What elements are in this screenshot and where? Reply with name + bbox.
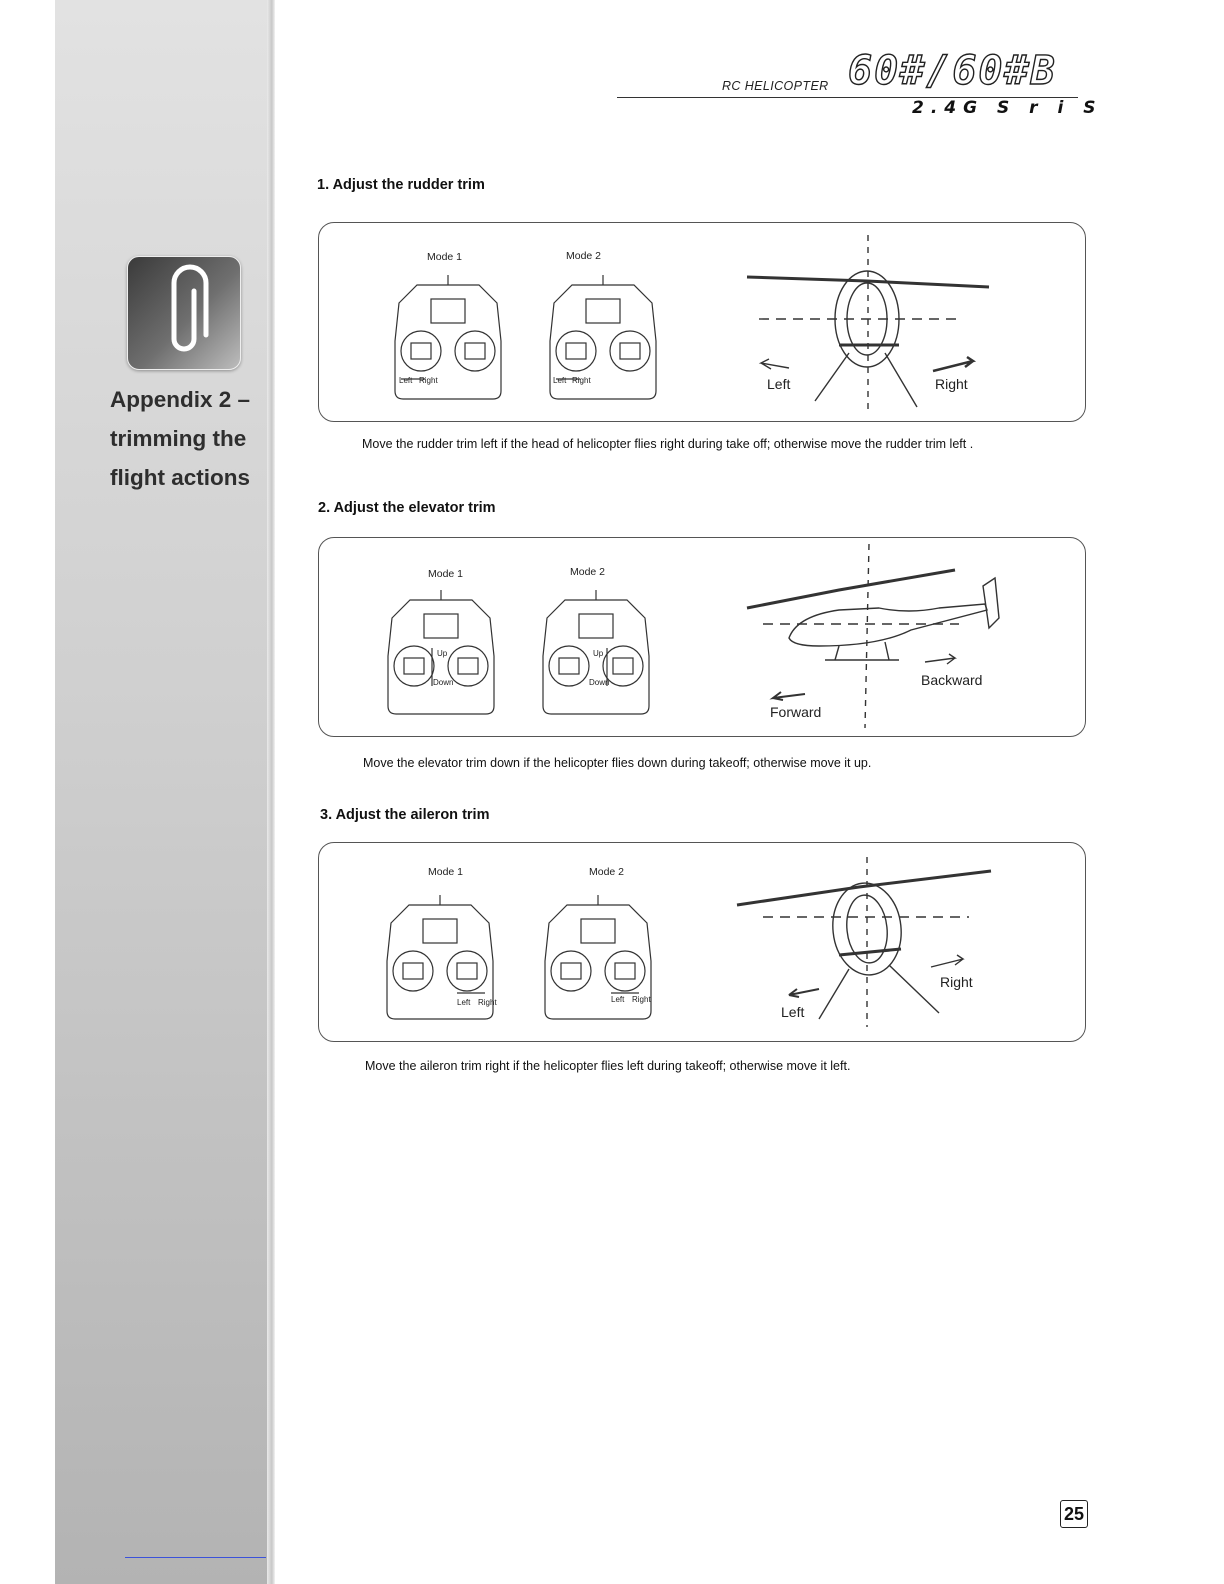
elevator-tx1-up: Up bbox=[437, 649, 448, 658]
sidebar-link-underline[interactable] bbox=[125, 1557, 266, 1558]
header-model-logo: 60#/60#B bbox=[848, 48, 1057, 94]
elevator-heli-backward: Backward bbox=[921, 672, 983, 688]
section-3-title: 3. Adjust the aileron trim bbox=[320, 807, 490, 823]
section-3-caption: Move the aileron trim right if the helicopter flies left during takeoff; otherwise move it left. bbox=[365, 1059, 851, 1073]
appendix-title-line-3: flight actions bbox=[110, 465, 250, 490]
rudder-tx1-left: Left bbox=[399, 376, 413, 385]
rudder-tx1-right: Right bbox=[419, 376, 438, 385]
elevator-mode2-label: Mode 2 bbox=[570, 566, 606, 578]
helicopter-side-view-icon bbox=[747, 544, 999, 728]
aileron-tx2-right: Right bbox=[632, 995, 651, 1004]
aileron-heli-left: Left bbox=[781, 1004, 805, 1020]
elevator-tx2-down: Down bbox=[589, 678, 610, 687]
rudder-heli-right: Right bbox=[935, 376, 968, 392]
aileron-mode2-label: Mode 2 bbox=[589, 866, 625, 878]
elevator-tx2-up: Up bbox=[593, 649, 604, 658]
appendix-title bbox=[110, 380, 270, 497]
aileron-tx2-left: Left bbox=[611, 995, 625, 1004]
section-2-caption: Move the elevator trim down if the helicopter flies down during takeoff; otherwise move it up. bbox=[363, 756, 872, 770]
section-2-title: 2. Adjust the elevator trim bbox=[318, 500, 496, 516]
aileron-tx1-left: Left bbox=[457, 998, 471, 1007]
header-label: RC HELICOPTER bbox=[722, 79, 829, 93]
elevator-mode1-label: Mode 1 bbox=[428, 568, 464, 580]
section-1-title: 1. Adjust the rudder trim bbox=[317, 177, 485, 193]
appendix-title-line-2: trimming the bbox=[110, 426, 247, 451]
rudder-mode2-label: Mode 2 bbox=[566, 250, 602, 262]
section-1-caption: Move the rudder trim left if the head of helicopter flies right during take off; otherwise move the rudder trim left . bbox=[362, 437, 974, 451]
aileron-heli-right: Right bbox=[940, 974, 973, 990]
rudder-trim-panel bbox=[318, 222, 1086, 422]
elevator-tx1-down: Down bbox=[433, 678, 454, 687]
page-number: 25 bbox=[1060, 1500, 1088, 1528]
elevator-trim-panel bbox=[318, 537, 1086, 737]
rudder-mode1-label: Mode 1 bbox=[427, 251, 463, 263]
appendix-title-line-1: Appendix 2 – bbox=[110, 387, 251, 412]
sidebar bbox=[55, 0, 267, 1584]
aileron-tx1-right: Right bbox=[478, 998, 497, 1007]
rudder-tx2-right: Right bbox=[572, 376, 591, 385]
elevator-heli-forward: Forward bbox=[770, 704, 822, 720]
helicopter-front-tilt-icon bbox=[737, 857, 991, 1027]
header-series: 2.4G S r i S bbox=[912, 98, 1103, 118]
aileron-trim-panel bbox=[318, 842, 1086, 1042]
rudder-heli-left: Left bbox=[767, 376, 791, 392]
sidebar-edge bbox=[267, 0, 275, 1584]
rudder-tx2-left: Left bbox=[553, 376, 567, 385]
aileron-mode1-label: Mode 1 bbox=[428, 866, 464, 878]
paperclip-icon bbox=[127, 256, 241, 370]
